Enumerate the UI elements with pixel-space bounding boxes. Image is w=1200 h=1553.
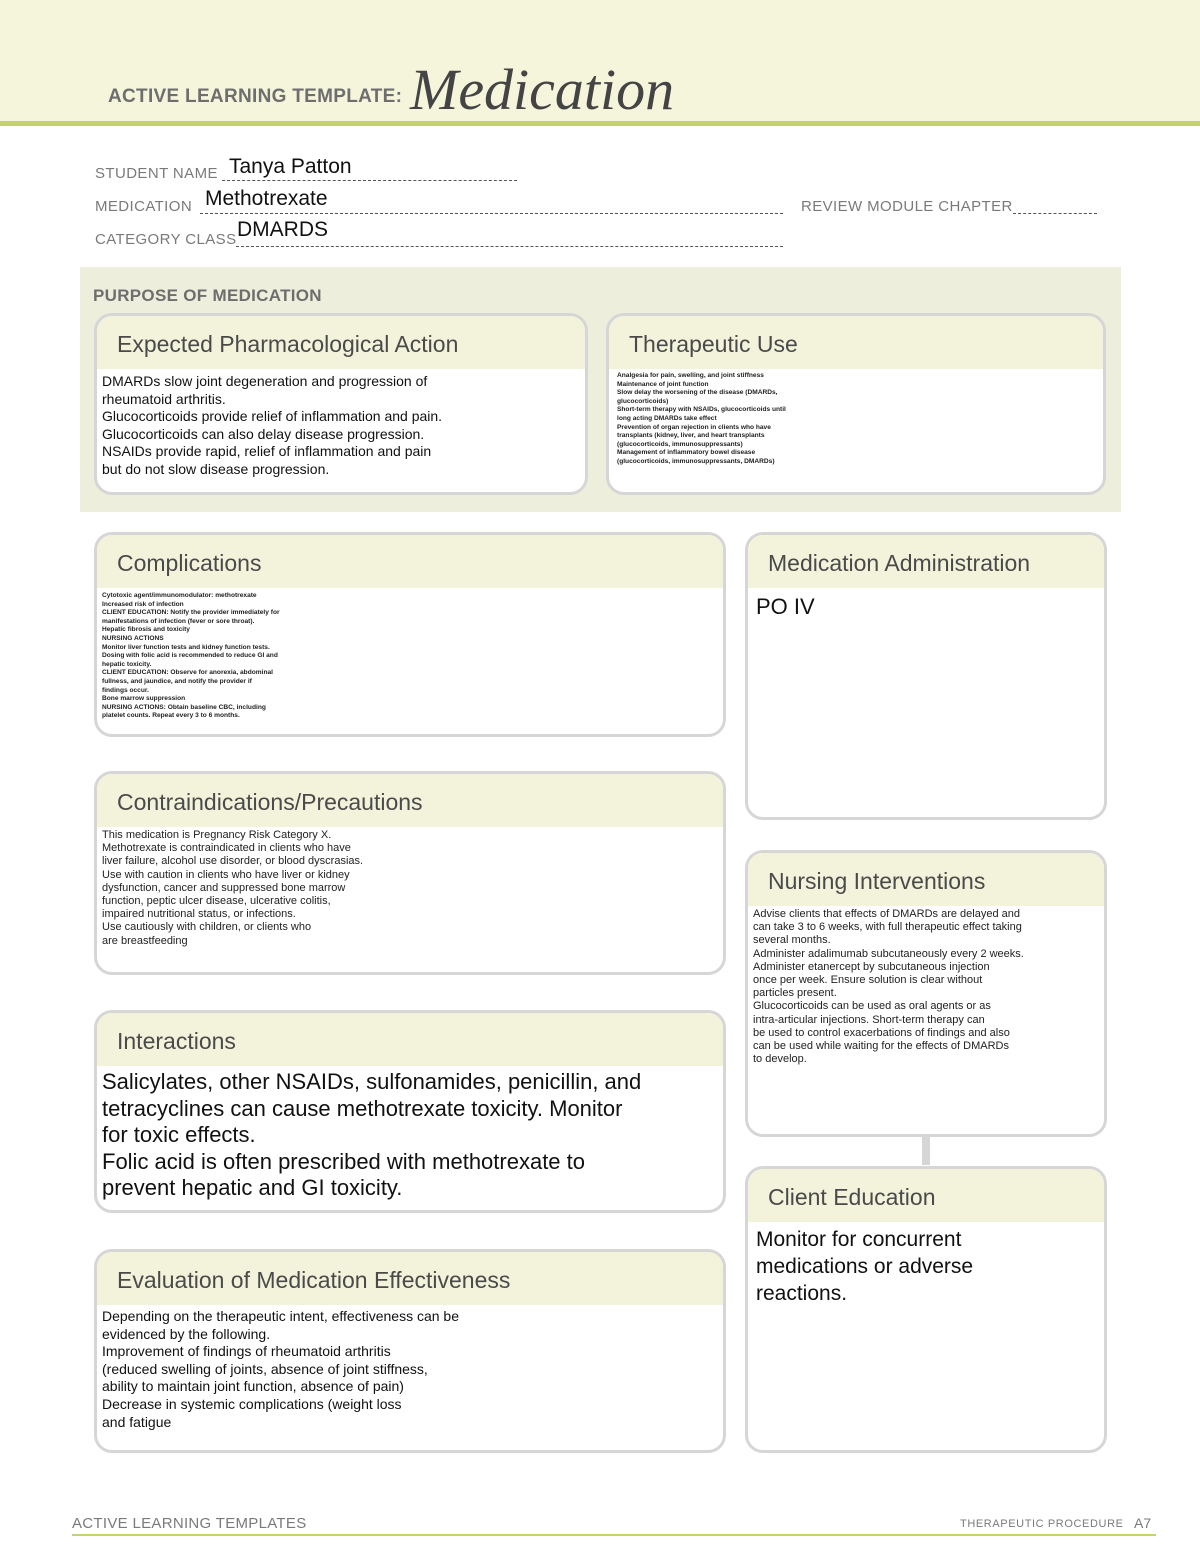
text-line: Dosing with folic acid is recommended to reduce GI and [102,652,278,660]
evaluation-header [97,1252,723,1305]
text-line: findings occur. [102,686,149,694]
text-line: hepatic toxicity. [102,660,152,668]
medication-label: MEDICATION [95,198,193,215]
text-line: Analgesia for pain, swelling, and joint stiffness [617,372,764,379]
text-line: (reduced swelling of joints, absence of joint stiffness, [102,1360,428,1377]
expected-action-body[interactable] [97,369,585,479]
text-line: Improvement of findings of rheumatoid arthritis [102,1343,391,1360]
medication-line [200,213,783,214]
client-education-title: Client Education [768,1184,936,1210]
text-line: Cytotoxic agent/immunomodulator: methotrexate [102,592,257,599]
nursing-interventions-box [745,850,1107,1137]
text-line: can take 3 to 6 weeks, with full therapeutic effect taking [753,921,1022,934]
text-line: particles present. [753,987,837,1000]
page-number: A7 [1134,1515,1152,1531]
therapeutic-use-body[interactable] [609,369,1103,467]
contraindications-title: Contraindications/Precautions [117,789,423,815]
medication-field[interactable]: Methotrexate [205,187,328,210]
page-title: Medication [410,57,675,122]
text-line: reactions. [756,1282,848,1305]
category-class-label: CATEGORY CLASS [95,231,237,248]
text-line: Administer etanercept by subcutaneous injection [753,960,990,973]
text-line: Use with caution in clients who have liver or kidney [102,868,350,881]
text-line: Short-term therapy with NSAIDs, glucocorticoids until [617,406,786,414]
complications-box [94,532,726,737]
text-line: platelet counts. Repeat every 3 to 6 months. [102,712,240,720]
text-line: Slow delay the worsening of the disease (DMARDs, [617,389,778,397]
administration-body[interactable] [748,588,1104,621]
administration-header [748,535,1104,588]
text-line: CLIENT EDUCATION: Observe for anorexia, abdominal [102,669,273,677]
footer-rule [72,1534,1156,1536]
text-line: prevent hepatic and GI toxicity. [102,1175,403,1200]
category-class-field[interactable]: DMARDS [237,218,329,241]
interactions-body[interactable] [97,1066,723,1202]
text-line: Bone marrow suppression [102,695,186,703]
therapeutic-use-header [609,316,1103,369]
text-line: Advise clients that effects of DMARDs are delayed and [753,908,1020,920]
interactions-box [94,1010,726,1213]
text-line: NURSING ACTIONS [102,634,164,642]
therapeutic-use-box [606,313,1106,495]
review-module-field[interactable] [1013,213,1097,214]
complications-header [97,535,723,588]
purpose-title: PURPOSE OF MEDICATION [93,286,322,305]
footer-section: THERAPEUTIC PROCEDURE [960,1518,1124,1530]
administration-title: Medication Administration [768,550,1031,576]
text-line: Monitor liver function tests and kidney function tests. [102,643,270,651]
complications-body[interactable] [97,588,723,721]
text-line: (glucocorticoids, immunosuppressants, DMARDs) [617,457,775,465]
student-name-field[interactable]: Tanya Patton [229,155,352,178]
text-line: can be used while waiting for the effects of DMARDs [753,1040,1009,1053]
text-line: Prevention of organ rejection in clients who have [617,423,771,431]
expected-action-header [97,316,585,369]
text-line: fullness, and jaundice, and notify the provider if [102,677,252,685]
text-line: DMARDs slow joint degeneration and progression of [102,373,428,389]
text-line: Decrease in systemic complications (weight loss [102,1395,402,1412]
text-line: Increased risk of infection [102,600,184,608]
text-line: Hepatic fibrosis and toxicity [102,626,190,634]
client-education-box [745,1166,1107,1453]
text-line: ability to maintain joint function, absence of pain) [102,1378,404,1395]
text-line: liver failure, alcohol use disorder, or blood dyscrasias. [102,855,364,868]
text-line: rheumatoid arthritis. [102,390,226,407]
complications-title: Complications [117,550,262,576]
text-line: PO IV [756,594,815,619]
review-module-label: REVIEW MODULE CHAPTER [801,198,1013,215]
text-line: once per week. Ensure solution is clear without [753,974,983,987]
text-line: Management of inflammatory bowel disease [617,449,756,457]
text-line: glucocorticoids) [617,397,669,405]
text-line: Salicylates, other NSAIDs, sulfonamides, penicillin, and [102,1069,642,1094]
text-line: impaired nutritional status, or infections. [102,908,296,921]
expected-action-box [94,313,588,495]
student-name-line [222,180,517,181]
text-line: Maintenance of joint function [617,380,709,388]
text-line: This medication is Pregnancy Risk Category X. [102,829,332,841]
text-line: be used to control exacerbations of findings and also [753,1026,1010,1039]
text-line: (glucocorticoids, immunosuppressants) [617,440,743,448]
text-line: but do not slow disease progression. [102,460,330,477]
text-line: Folic acid is often prescribed with methotrexate to [102,1148,586,1174]
text-line: tetracyclines can cause methotrexate toxicity. Monitor [102,1095,623,1121]
contraindications-box [94,771,726,975]
text-line: dysfunction, cancer and suppressed bone marrow [102,881,346,894]
expected-action-title: Expected Pharmacological Action [117,331,459,357]
text-line: manifestations of infection (fever or sore throat). [102,617,255,625]
administration-box [745,532,1107,820]
text-line: intra-articular injections. Short-term therapy can [753,1013,985,1026]
text-line: medications or adverse [756,1255,974,1278]
contraindications-header [97,774,723,827]
text-line: Glucocorticoids can be used as oral agents or as [753,1000,991,1013]
evaluation-body[interactable] [97,1305,723,1431]
text-line: Glucocorticoids can also delay disease progression. [102,425,425,442]
interactions-header [97,1013,723,1066]
text-line: Glucocorticoids provide relief of inflammation and pain. [102,408,443,425]
text-line: transplants (kidney, liver, and heart transplants [617,432,765,440]
text-line: Depending on the therapeutic intent, effectiveness can be [102,1308,459,1324]
text-line: for toxic effects. [102,1122,256,1147]
template-label: ACTIVE LEARNING TEMPLATE: [108,86,403,107]
section-connector [922,1135,930,1165]
category-class-line [236,246,783,247]
nursing-interventions-title: Nursing Interventions [768,868,986,894]
contraindications-body[interactable] [97,827,723,948]
nursing-interventions-header [748,853,1104,906]
text-line: to develop. [753,1053,807,1066]
therapeutic-use-title: Therapeutic Use [629,331,798,357]
text-line: Use cautiously with children, or clients who [102,921,312,934]
evaluation-box [94,1249,726,1453]
interactions-title: Interactions [117,1028,236,1054]
text-line: long acting DMARDs take effect [617,414,717,422]
footer-label: ACTIVE LEARNING TEMPLATES [72,1515,307,1532]
text-line: Methotrexate is contraindicated in clients who have [102,842,351,855]
text-line: and fatigue [102,1413,172,1430]
text-line: several months. [753,934,831,947]
text-line: NSAIDs provide rapid, relief of inflammation and pain [102,443,432,460]
text-line: function, peptic ulcer disease, ulcerative colitis, [102,895,331,908]
text-line: CLIENT EDUCATION: Notify the provider immediately for [102,609,280,617]
nursing-interventions-body[interactable] [748,906,1104,1066]
text-line: Monitor for concurrent [756,1228,962,1251]
text-line: NURSING ACTIONS: Obtain baseline CBC, including [102,703,266,711]
client-education-body[interactable] [748,1222,1104,1307]
evaluation-title: Evaluation of Medication Effectiveness [117,1267,511,1293]
text-line: evidenced by the following. [102,1325,271,1342]
client-education-header [748,1169,1104,1222]
student-name-label: STUDENT NAME [95,165,218,182]
text-line: Administer adalimumab subcutaneously every 2 weeks. [753,947,1024,960]
text-line: are breastfeeding [102,934,188,947]
